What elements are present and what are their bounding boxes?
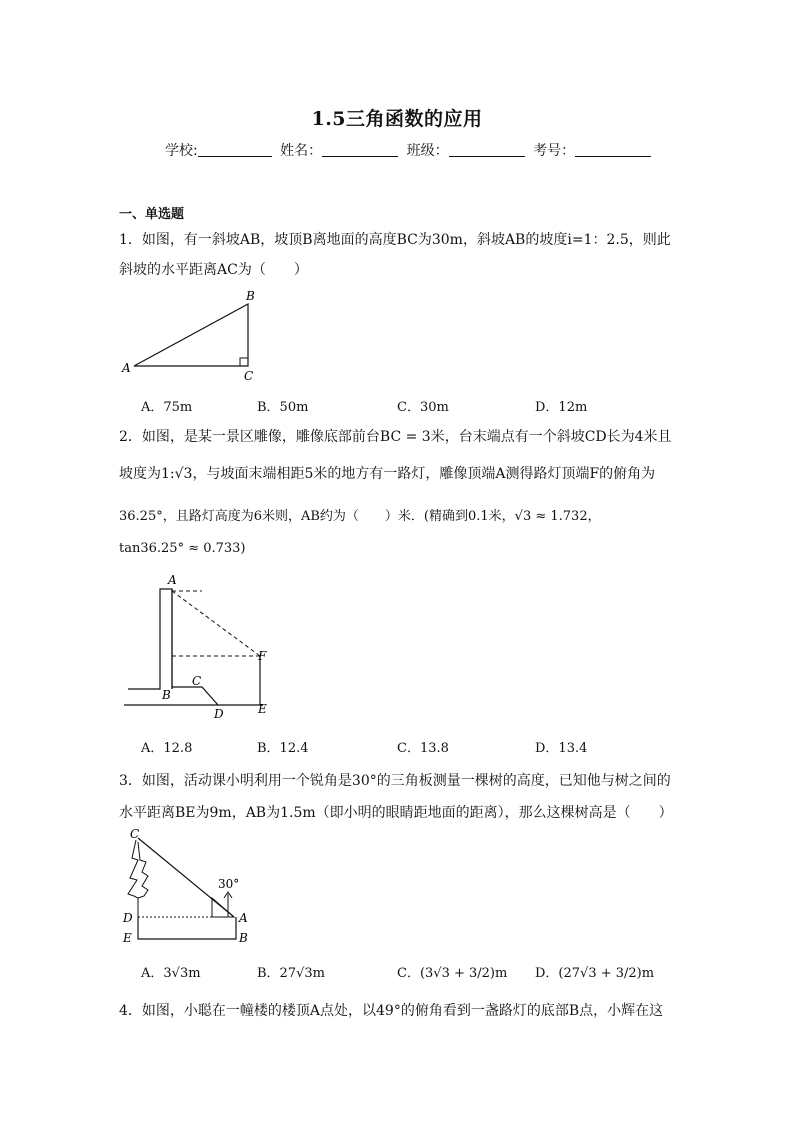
q3-label-a: A bbox=[239, 911, 248, 925]
q1-option-d[interactable]: D．12m bbox=[535, 400, 588, 415]
q3-option-d[interactable]: D．(27√3 + 3/2)m bbox=[535, 966, 655, 981]
number-label: 考号： bbox=[533, 143, 576, 159]
page-title: 1.5三角函数的应用 bbox=[311, 108, 483, 130]
q2-label-d: D bbox=[214, 707, 224, 721]
q2-line-2: 坡度为1:√3，与坡面末端相距5米的地方有一路灯，雕像顶端A测得路灯顶端F的俯角为 bbox=[119, 466, 656, 482]
q1-line-2: 斜坡的水平距离AC为（ ） bbox=[119, 262, 308, 278]
q2-sight-line bbox=[172, 591, 260, 656]
class-label: 班级： bbox=[406, 143, 449, 159]
q3-line-2: 水平距离BE为9m，AB为1.5m（即小明的眼睛距地面的距离），那么这棵树高是（ ） bbox=[119, 805, 673, 821]
q1-right-angle-mark bbox=[240, 358, 248, 366]
q1-option-c[interactable]: C．30m bbox=[397, 400, 449, 415]
q2-figure bbox=[118, 572, 278, 722]
q2-platform-slope bbox=[172, 687, 218, 705]
q3-ground-rect bbox=[138, 917, 236, 939]
q1-label-c: C bbox=[244, 369, 254, 383]
q3-option-b[interactable]: B．27√3m bbox=[257, 966, 325, 981]
class-blank[interactable] bbox=[449, 142, 525, 157]
q2-option-c[interactable]: C．13.8 bbox=[397, 741, 449, 756]
q2-label-e: E bbox=[258, 702, 267, 716]
q1-label-b: B bbox=[246, 289, 255, 303]
q3-option-c[interactable]: C．(3√3 + 3/2)m bbox=[397, 966, 508, 981]
q2-label-c: C bbox=[192, 674, 202, 688]
q1-triangle bbox=[134, 304, 248, 366]
q1-option-a[interactable]: A．75m bbox=[141, 400, 193, 415]
q2-option-d[interactable]: D．13.4 bbox=[535, 741, 588, 756]
q2-label-b: B bbox=[162, 688, 171, 702]
q2-label-f: F bbox=[258, 649, 267, 663]
q2-statue-left bbox=[128, 589, 172, 689]
q3-label-e: E bbox=[123, 931, 132, 945]
name-blank[interactable] bbox=[322, 142, 398, 157]
q2-line-3: 36.25°，且路灯高度为6米则，AB约为（ ）米．(精确到0.1米，√3 ≈ 1.732， bbox=[119, 509, 601, 524]
q3-tree bbox=[128, 840, 148, 918]
name-label: 姓名： bbox=[280, 143, 323, 159]
q2-line-4: tan36.25° ≈ 0.733) bbox=[119, 541, 246, 556]
q3-label-angle: 30° bbox=[218, 877, 240, 891]
q1-figure bbox=[118, 286, 268, 384]
q1-label-a: A bbox=[122, 361, 131, 375]
q3-triangle-board bbox=[212, 898, 234, 917]
q1-line-1: 1．如图，有一斜坡AB，坡顶B离地面的高度BC为30m，斜坡AB的坡度i=1：2.5，则此 bbox=[119, 232, 671, 248]
q3-label-d: D bbox=[123, 911, 133, 925]
q2-line-1: 2．如图，是某一景区雕像，雕像底部前台BC = 3米，台末端点有一个斜坡CD长为4米且 bbox=[119, 429, 672, 445]
number-blank[interactable] bbox=[575, 142, 651, 157]
q3-label-b: B bbox=[239, 931, 248, 945]
q3-label-c: C bbox=[130, 827, 140, 841]
q3-line-1: 3．如图，活动课小明利用一个锐角是30°的三角板测量一棵树的高度，已知他与树之间的 bbox=[119, 773, 671, 789]
q2-option-a[interactable]: A．12.8 bbox=[141, 741, 193, 756]
school-blank[interactable] bbox=[198, 142, 272, 157]
q2-label-a: A bbox=[168, 573, 177, 587]
q2-option-b[interactable]: B．12.4 bbox=[257, 741, 309, 756]
q4-line-1: 4．如图，小聪在一幢楼的楼顶A点处，以49°的俯角看到一盏路灯的底部B点，小辉在这 bbox=[119, 1003, 664, 1019]
q3-figure bbox=[118, 826, 258, 946]
q3-option-a[interactable]: A．3√3m bbox=[141, 966, 201, 981]
q1-option-b[interactable]: B．50m bbox=[257, 400, 309, 415]
section-heading: 一、单选题 bbox=[119, 207, 185, 222]
student-info-row bbox=[165, 140, 645, 160]
school-label: 学校: bbox=[165, 143, 198, 159]
